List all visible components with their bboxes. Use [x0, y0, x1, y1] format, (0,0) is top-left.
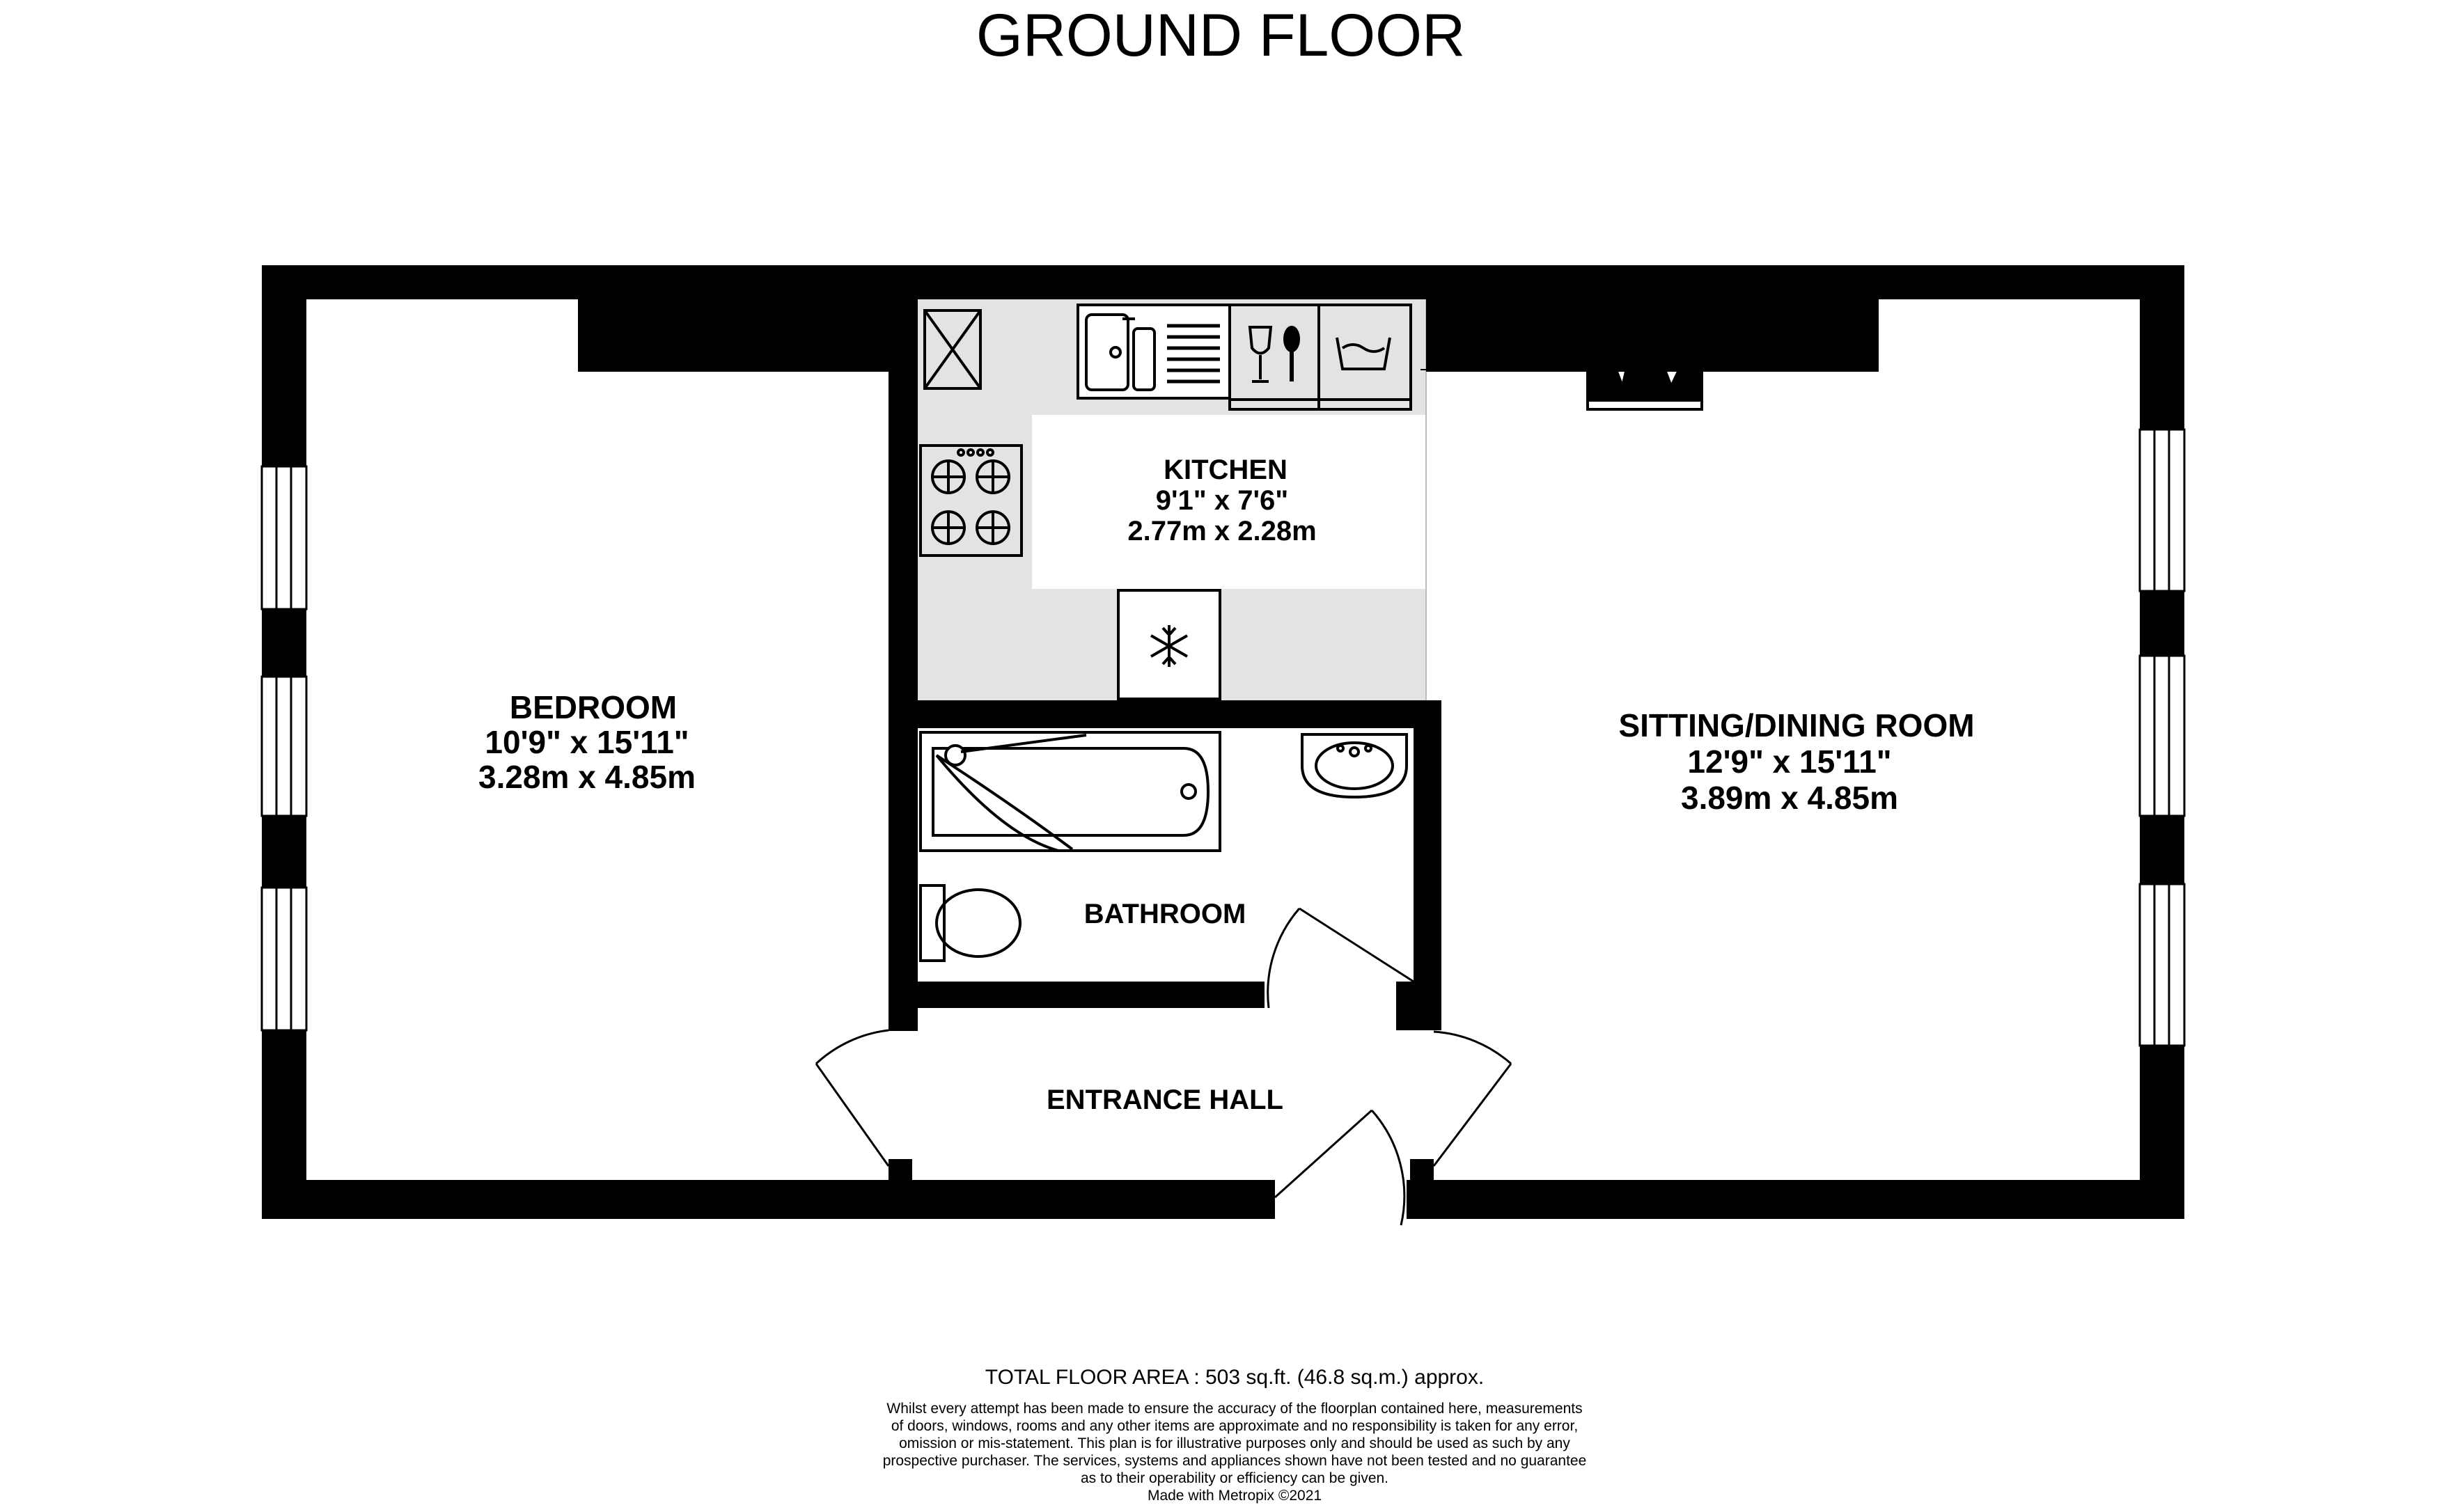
bathroom-name: BATHROOM — [1083, 899, 1246, 929]
bedroom-label — [478, 689, 696, 795]
sitting-room-metric: 3.89m x 4.85m — [1680, 780, 1899, 816]
sitting-room-door — [1434, 1032, 1511, 1166]
disclaimer-line: as to their operability or efficiency can be given. — [1080, 1470, 1389, 1486]
bedroom-imperial: 10'9" x 15'11" — [485, 724, 689, 760]
bedroom-metric: 3.28m x 4.85m — [478, 759, 696, 795]
sitting-room-name: SITTING/DINING ROOM — [1618, 707, 1975, 743]
disclaimer-line: prospective purchaser. The services, systems and appliances shown have not been tested and no guarantee — [882, 1453, 1587, 1469]
disclaimer-line: Whilst every attempt has been made to ensure the accuracy of the floorplan contained here, measurements — [886, 1401, 1583, 1417]
kitchen-metric: 2.77m x 2.28m — [1127, 516, 1317, 546]
metropix-credit: Made with Metropix ©2021 — [1147, 1488, 1322, 1504]
kitchen-imperial: 9'1" x 7'6" — [1155, 485, 1289, 516]
floor-title: GROUND FLOOR — [976, 2, 1466, 69]
toilet-icon — [921, 885, 1020, 961]
disclaimer-line: of doors, windows, rooms and any other items are approximate and no responsibility is taken for any error, — [891, 1418, 1579, 1434]
basin-icon — [1302, 734, 1407, 797]
entrance-hall-name: ENTRANCE HALL — [1047, 1085, 1283, 1115]
kitchen-name: KITCHEN — [1164, 455, 1287, 485]
fireplace-icon — [1588, 370, 1702, 409]
disclaimer — [883, 1401, 1587, 1504]
freezer-icon — [1118, 590, 1220, 699]
bath-icon — [921, 732, 1220, 851]
bedroom-door — [816, 1030, 889, 1166]
bathroom-door — [1268, 908, 1414, 1008]
sitting-room-imperial: 12'9" x 15'11" — [1687, 743, 1892, 780]
disclaimer-line: omission or mis-statement. This plan is for illustrative purposes only and should be used as such by any — [899, 1435, 1570, 1451]
bedroom-name: BEDROOM — [509, 689, 678, 725]
sitting-room-label — [1618, 707, 1974, 816]
total-floor-area: TOTAL FLOOR AREA : 503 sq.ft. (46.8 sq.m.) approx. — [985, 1366, 1485, 1389]
sink-icon — [1078, 305, 1230, 398]
front-door — [1275, 1110, 1404, 1225]
